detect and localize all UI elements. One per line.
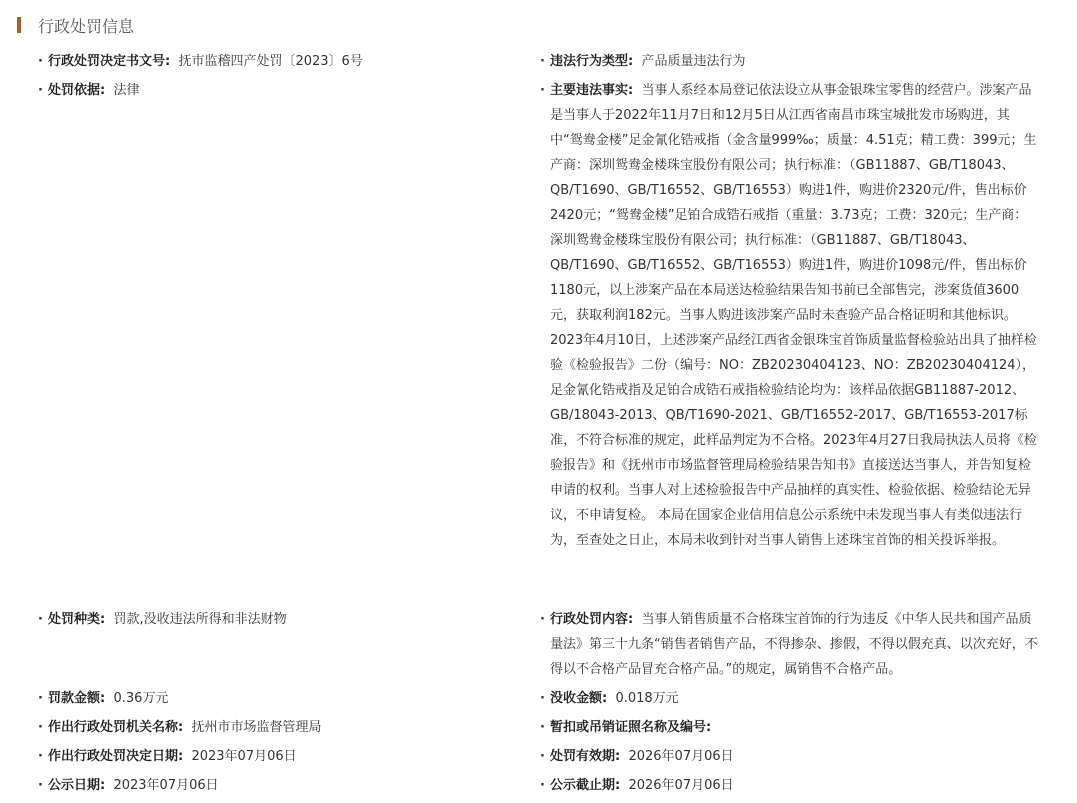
bullet-icon: ·: [38, 612, 43, 627]
field-license: · 暂扣或吊销证照名称及编号:: [540, 715, 1040, 740]
field-basis: · 处罚依据: 法律: [38, 78, 518, 103]
bullet-icon: ·: [540, 749, 545, 764]
field-authority: · 作出行政处罚机关名称: 抚州市市场监督管理局: [38, 715, 518, 740]
bullet-icon: ·: [540, 720, 545, 735]
field-publish-end: · 公示截止期: 2026年07月06日: [540, 773, 1040, 798]
field-decision-no: · 行政处罚决定书文号: 抚市监稽四产处罚〔2023〕6号: [38, 49, 518, 74]
bullet-icon: ·: [540, 612, 545, 627]
field-fine: · 罚款金额: 0.36万元: [38, 686, 518, 711]
field-penalty-content: · 行政处罚内容: 当事人销售质量不合格珠宝首饰的行为违反《中华人民共和国产品质量法》第三十九条“销售者销售产品，不得掺杂、掺假，不得以假充真、以次充好，不得以不合格产品冒充合格产品。”的规定，属销售不合格产品。: [540, 607, 1040, 682]
header-accent-bar: [17, 17, 21, 33]
bullet-icon: ·: [38, 720, 43, 735]
field-confiscation: · 没收金额: 0.018万元: [540, 686, 1040, 711]
field-penalty-kind: · 处罚种类: 罚款,没收违法所得和非法财物: [38, 607, 518, 632]
bullet-icon: ·: [540, 691, 545, 706]
bullet-icon: ·: [540, 83, 545, 98]
section-title: 行政处罚信息: [38, 17, 135, 36]
bullet-icon: ·: [38, 749, 43, 764]
field-facts: · 主要违法事实: 当事人系经本局登记依法设立从事金银珠宝零售的经营户。涉案产品是当事人于2022年11月7日和12月5日从江西省南昌市珠宝城批发市场购进，其中“鸳鸯金楼”足金氰化锆戒指（金含量999‰；质量：4.51克；精工费：399元；生产商：深圳鸳鸯金楼珠宝股份有限公司；执行标准：（GB11887、GB/T18043、QB/T1690、GB/T16552、GB/T16553）购进1件，购进价2320元/件，售出标价2420元；“鸳鸯金楼”足铂合成锆石戒指（重量：3.73克；工费：320元；生产商：深圳鸳鸯金楼珠宝股份有限公司；执行标准：（GB11887、GB/T18043、QB/T1690、GB/T16552、GB/T16553）购进1件，购进价1098元/件，售出标价1180元，以上涉案产品在本局送达检验结果告知书前已全部售完，涉案货值3600元，获取利润182元。当事人购进该涉案产品时未查验产品合格证明和其他标识。 2023年4月10日，上述涉案产品经江西省金银珠宝首饰质量监督检验站出具了抽样检验《检验报告》二份（编号：NO：ZB20230404123、NO：ZB20230404124），足金氰化锆戒指及足铂合成锆石戒指检验结论均为：该样品依据GB11887-2012、GB/18043-2013、QB/T1690-2021、GB/T16552-2017、GB/T16553-2017标准，不符合标准的规定，此样品判定为不合格。2023年4月27日我局执法人员将《检验报告》和《抚州市市场监督管理局检验结果告知书》直接送达当事人，并告知复检申请的权利。当事人对上述检验报告中产品抽样的真实性、检验依据、检验结论无异议，不申请复检。 本局在国家企业信用信息公示系统中未发现当事人有类似违法行为，至查处之日止，本局未收到针对当事人销售上述珠宝首饰的相关投诉举报。: [540, 78, 1040, 553]
bullet-icon: ·: [540, 54, 545, 69]
bullet-icon: ·: [38, 778, 43, 793]
field-valid-until: · 处罚有效期: 2026年07月06日: [540, 744, 1040, 769]
field-violation-type: · 违法行为类型: 产品质量违法行为: [540, 49, 1040, 74]
field-publish-date: · 公示日期: 2023年07月06日: [38, 773, 518, 798]
bullet-icon: ·: [38, 54, 43, 69]
field-decision-date: · 作出行政处罚决定日期: 2023年07月06日: [38, 744, 518, 769]
section-header: [0, 0, 1077, 48]
bullet-icon: ·: [540, 778, 545, 793]
bullet-icon: ·: [38, 83, 43, 98]
bullet-icon: ·: [38, 691, 43, 706]
